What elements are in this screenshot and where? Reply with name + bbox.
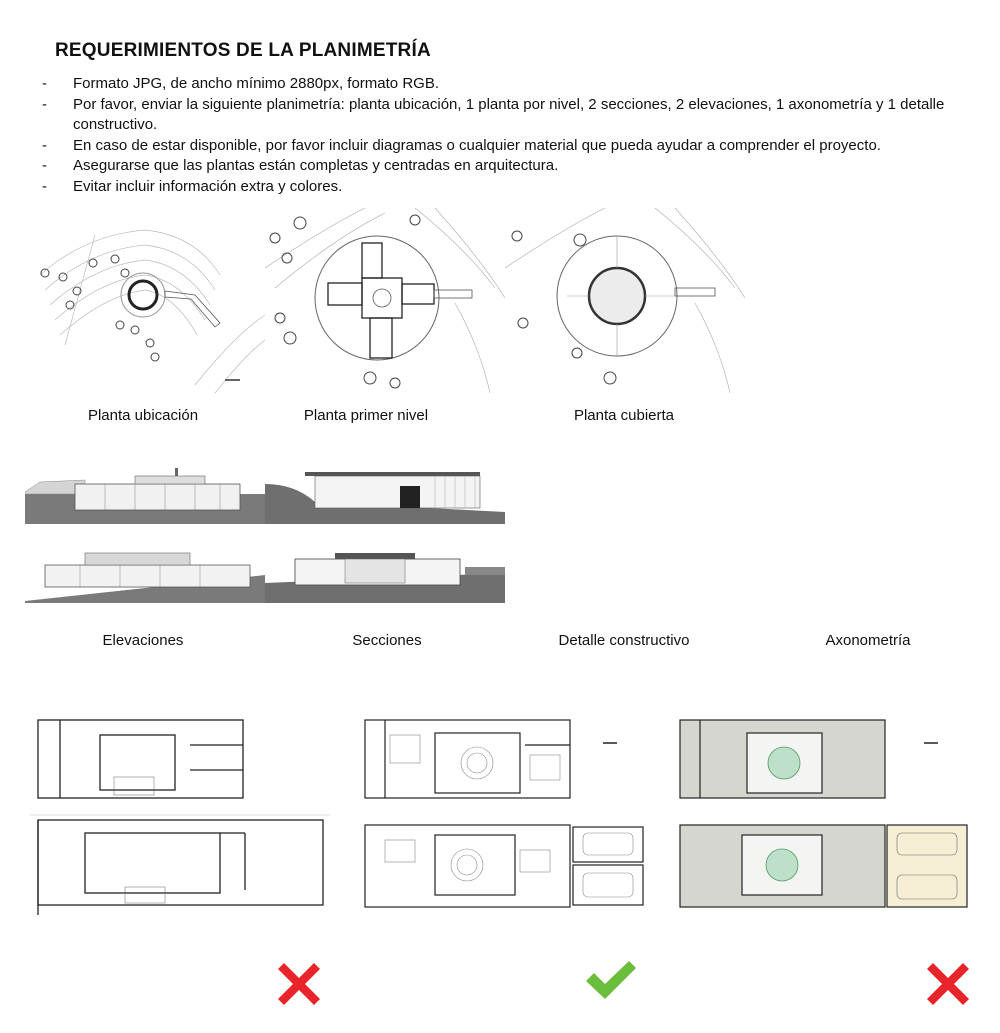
elevations-caption: Elevaciones (102, 632, 184, 649)
green-check-icon (584, 959, 638, 1006)
page-title: REQUERIMIENTOS DE LA PLANIMETRÍA (55, 40, 431, 61)
example-plan-correct (345, 715, 645, 920)
section-drawing (265, 462, 505, 524)
elevation-drawing (25, 545, 265, 603)
example-plan-incorrect (30, 715, 330, 915)
detail-caption: Detalle constructivo (558, 632, 690, 649)
site-plan-caption: Planta ubicación (87, 407, 199, 424)
site-plan-drawing (25, 215, 265, 395)
section-drawing (265, 545, 505, 603)
requirement-item: - Formato JPG, de ancho mínimo 2880px, formato RGB. (42, 74, 972, 95)
example-plan-incorrect (672, 715, 972, 920)
first-level-plan-caption: Planta primer nivel (303, 407, 429, 424)
red-x-icon (276, 961, 322, 1012)
requirement-item: - Por favor, enviar la siguiente planimetría: planta ubicación, 1 planta por nivel, 2 secciones, 2 elevaciones, 1 axonometría y 1 detalle constructivo. (42, 95, 972, 136)
axonometry-caption: Axonometría (825, 632, 911, 649)
requirement-item: - En caso de estar disponible, por favor incluir diagramas o cualquier material que pueda ayudar a comprender el proyecto. (42, 136, 972, 157)
requirement-item: - Asegurarse que las plantas están completas y centradas en arquitectura. (42, 156, 972, 177)
requirements-list (42, 74, 972, 197)
requirement-item: - Evitar incluir información extra y colores. (42, 177, 972, 198)
first-level-plan-drawing (265, 208, 505, 393)
roof-plan-drawing (505, 208, 745, 393)
roof-plan-caption: Planta cubierta (573, 407, 675, 424)
sections-caption: Secciones (352, 632, 422, 649)
elevation-drawing (25, 462, 265, 524)
red-x-icon (925, 961, 971, 1012)
